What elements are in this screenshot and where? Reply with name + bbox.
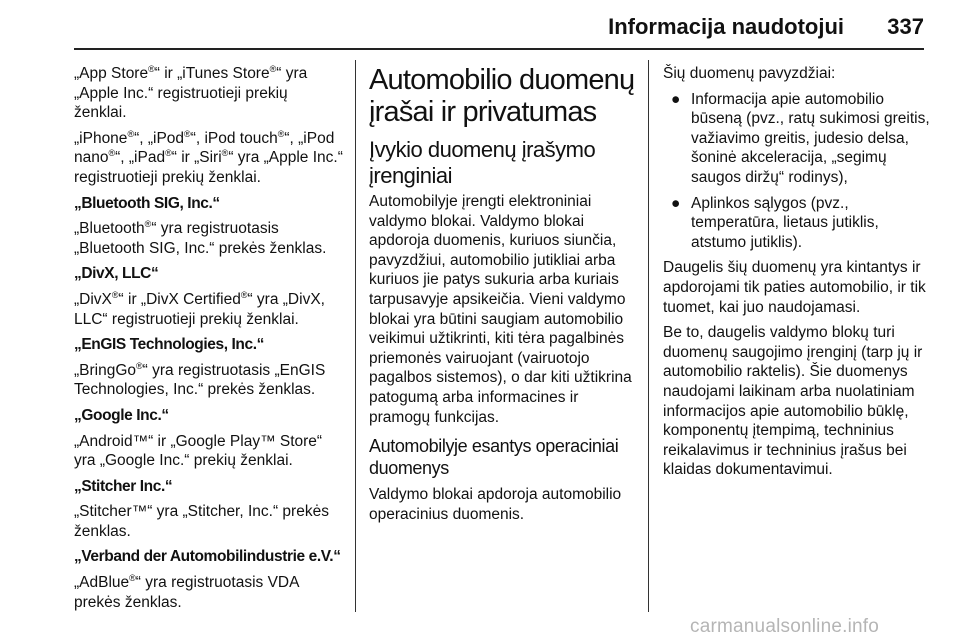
section-title: Informacija naudotojui	[608, 14, 844, 39]
company-heading: „DivX, LLC“	[74, 265, 159, 283]
body-paragraph: Šių duomenų pavyzdžiai:	[663, 65, 836, 82]
bullet-icon: ●	[671, 90, 681, 108]
body-paragraph: Be to, daugelis valdymo blokų turi duomenų saugojimo įrenginį (tarp jų ir automobilio raktelis). Šie duomenys naudojami laikinam arba nuolatiniam informacijos apie automobilio būklę, komponentų įtempimą, techninius reikalavimus ir techninius įrašus bei klaidas dokumentavimui.	[663, 324, 923, 479]
column-divider	[648, 60, 649, 612]
company-heading: „Verband der Automobilindustrie e.V.“	[74, 548, 341, 566]
subsection-heading: Automobilyje esantys operaciniai duomenys	[369, 436, 619, 479]
trademark-text: „AdBlue®“ yra registruotasis VDA prekės ženklas.	[74, 572, 299, 611]
trademark-text: „BringGo®“ yra registruotasis „EnGIS Technologies, Inc.“ prekės ženklas.	[74, 360, 326, 399]
data-examples-column	[663, 64, 933, 486]
company-heading: „Stitcher Inc.“	[74, 477, 173, 495]
watermark: carmanualsonline.info	[690, 616, 880, 637]
company-heading: „EnGIS Technologies, Inc.“	[74, 336, 264, 354]
examples-list	[663, 90, 933, 253]
trademark-text: „DivX®“ ir „DivX Certified®“ yra „DivX, LLC“ registruotieji prekių ženklai.	[74, 289, 325, 328]
trademark-text: „Android™“ ir „Google Play™ Store“ yra „Google Inc.“ prekių ženklai.	[74, 432, 323, 470]
body-paragraph: Daugelis šių duomenų yra kintantys ir apdorojami tik paties automobilio, ir tik tuomet, kai juo naudojamasi.	[663, 259, 926, 316]
trademark-text: „App Store®“ ir „iTunes Store®“ yra „Apple Inc.“ registruotieji prekių ženklai.	[74, 63, 308, 122]
chapter-heading: Automobilio duomenų įrašai ir privatumas	[369, 64, 635, 128]
trademark-text: „Bluetooth®“ yra registruotasis „Bluetooth SIG, Inc.“ prekės ženklas.	[74, 219, 327, 257]
body-paragraph: Automobilyje įrengti elektroniniai valdymo blokai. Valdymo blokai apdoroja duomenis, kuriuos siunčia, pavyzdžiui, automobilio jutikliai arba kuriuos jie patys sukuria arba kuriais tarpusavyje apsikeičia. Vieni valdymo blokai yra būtini saugiam automobilio veikimui užtikrinti, kiti tėra pagalbinės priemonės vairuojant (vairuotojo pagalbos sistemos), o dar kiti užtikrina patogumą arba informacines ir pramogų funkcijas.	[369, 193, 632, 426]
list-item: ● Aplinkos sąlygos (pvz., temperatūra, lietaus jutiklis, atstumo jutiklis).	[671, 194, 879, 251]
page-number: 337	[887, 14, 924, 39]
page-header	[74, 12, 924, 50]
trademark-column	[74, 64, 344, 618]
column-divider	[355, 60, 356, 612]
section-heading: Įvykio duomenų įrašymo įrenginiai	[369, 137, 596, 188]
body-paragraph: Valdymo blokai apdoroja automobilio operacinius duomenis.	[369, 486, 622, 523]
bullet-icon: ●	[671, 194, 681, 212]
company-heading: „Bluetooth SIG, Inc.“	[74, 194, 220, 212]
trademark-text: „Stitcher™“ yra „Stitcher, Inc.“ prekės ženklas.	[74, 503, 329, 540]
company-heading: „Google Inc.“	[74, 406, 169, 424]
trademark-text: „iPhone®“, „iPod®“, iPod touch®“, „iPod nano®“, „iPad®“ ir „Siri®“ yra „Apple Inc.“ registruotieji prekių ženklai.	[74, 128, 343, 186]
list-item: ● Informacija apie automobilio būseną (pvz., ratų sukimosi greitis, važiavimo greitis, judesio delsa, šoninė akceleracija, „segimų saugos diržų“ rodinys),	[671, 90, 930, 186]
privacy-column	[369, 64, 639, 530]
